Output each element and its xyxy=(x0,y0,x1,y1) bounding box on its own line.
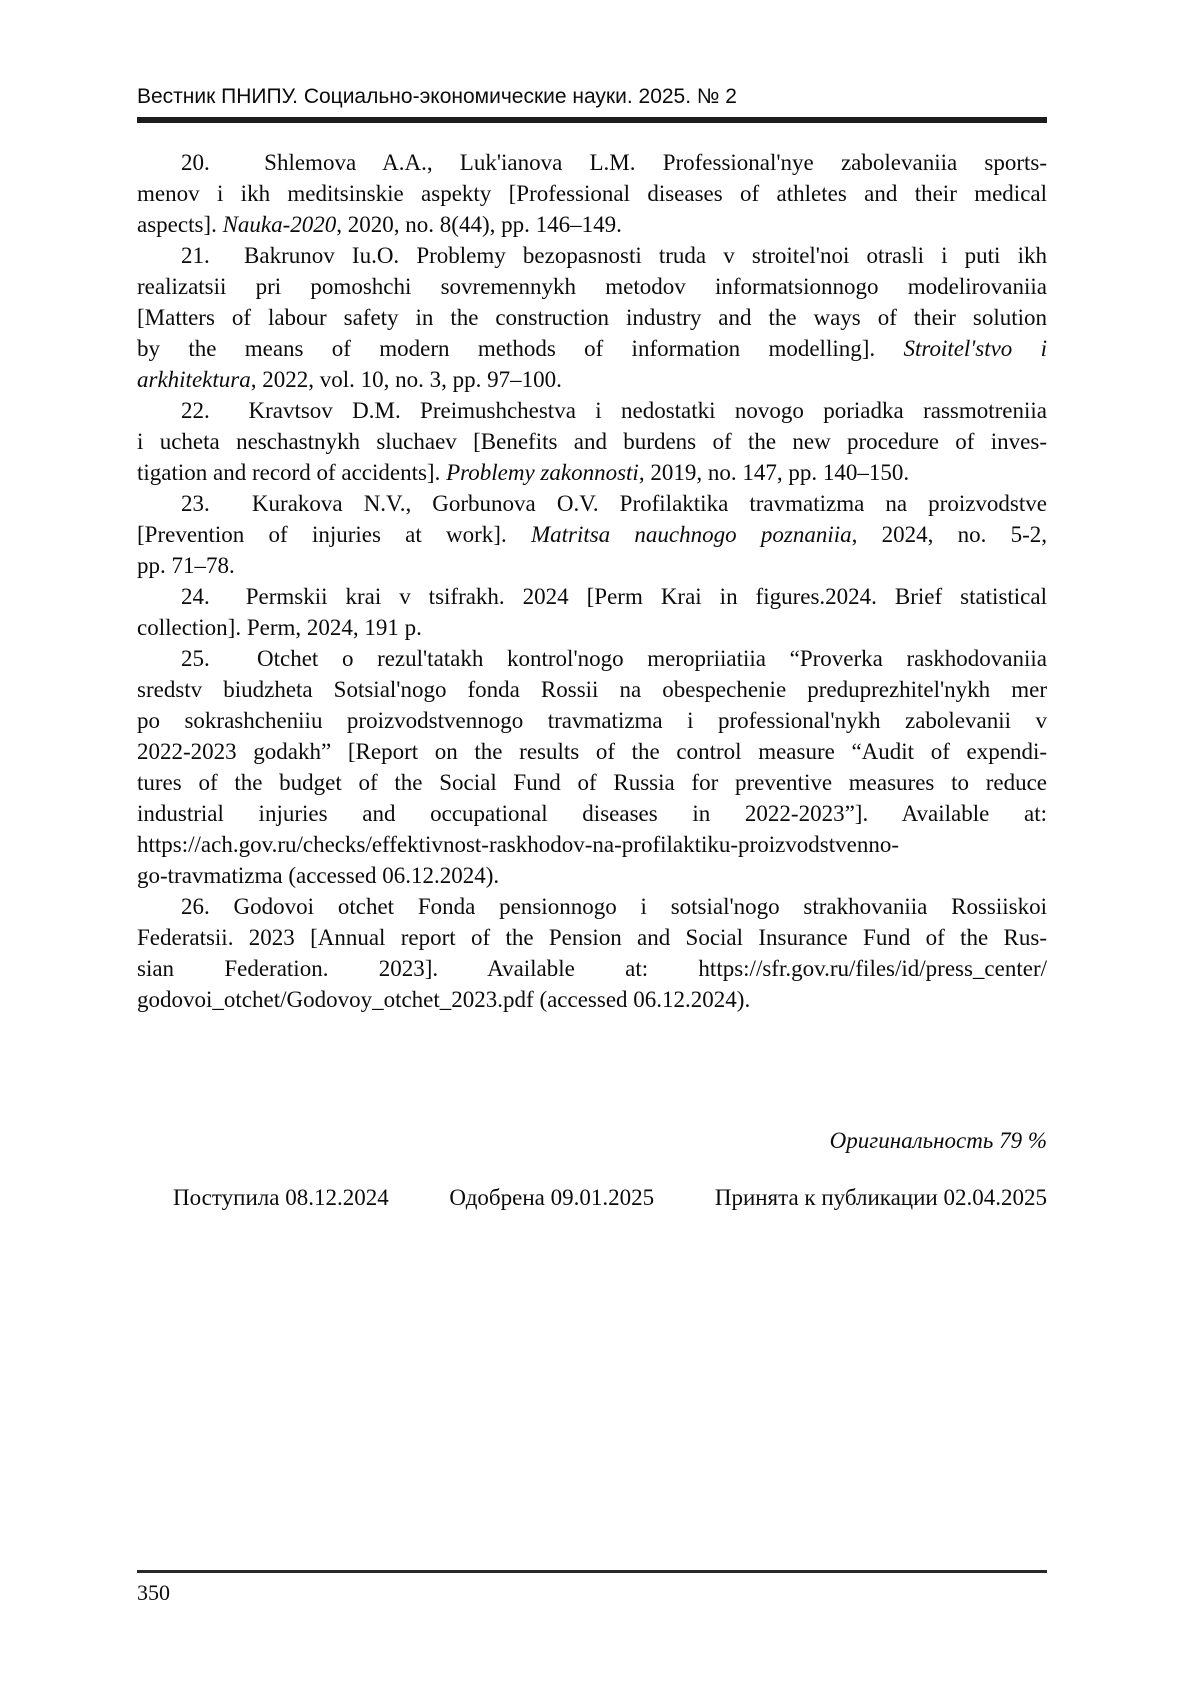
reference-line xyxy=(137,488,1047,519)
reference-title-italic: Nauka-2020 xyxy=(222,212,337,237)
reference-line xyxy=(137,984,1047,1015)
reference-title-italic: Matritsa nauchnogo poznaniia xyxy=(530,522,852,547)
reference-text: , 2024, no. 5-2, xyxy=(851,522,1047,547)
reference-line xyxy=(137,767,1047,798)
reference-text: , 2019, no. 147, pp. 140–150. xyxy=(638,460,910,485)
page-number: 350 xyxy=(137,1580,170,1605)
reference-line xyxy=(137,395,1047,426)
reference-text: aspects]. xyxy=(137,212,223,237)
reference-text: 23. Kurakova N.V., Gorbunova O.V. Profilaktika travmatizma na proizvodstve xyxy=(181,491,1047,516)
reference-item xyxy=(137,643,1047,891)
reference-text: 2022-2023 godakh” [Report on the results of the control measure “Audit of expendi- xyxy=(137,739,1047,764)
reference-text: collection]. Perm, 2024, 191 p. xyxy=(137,615,422,640)
date-received: Поступила 08.12.2024 xyxy=(173,1185,389,1210)
reference-line xyxy=(137,426,1047,457)
reference-text: [Prevention of injuries at work]. xyxy=(137,522,531,547)
reference-title-italic: arkhitektura xyxy=(137,367,251,392)
reference-text: tures of the budget of the Social Fund of Russia for preventive measures to reduce xyxy=(137,770,1047,795)
reference-line xyxy=(137,519,1047,550)
reference-item xyxy=(137,581,1047,643)
header-rule xyxy=(137,117,1047,123)
reference-text: https://ach.gov.ru/checks/effektivnost-raskhodov-na-profilaktiku-proizvodstvenno- xyxy=(137,832,899,857)
reference-line xyxy=(137,829,1047,860)
submission-dates xyxy=(137,1182,1047,1213)
reference-line xyxy=(137,457,1047,488)
reference-text: pp. 71–78. xyxy=(137,553,235,578)
reference-text: industrial injuries and occupational diseases in 2022-2023”]. Available at: xyxy=(137,801,1047,826)
reference-text: 24. Permskii krai v tsifrakh. 2024 [Perm Krai in figures.2024. Brief statistical xyxy=(181,584,1047,609)
reference-title-italic: Stroitel'stvo i xyxy=(903,336,1047,361)
reference-line xyxy=(137,550,1047,581)
reference-item xyxy=(137,147,1047,240)
reference-text: [Matters of labour safety in the construction industry and the ways of their solution xyxy=(137,305,1047,330)
reference-line xyxy=(137,953,1047,984)
originality-note: Оригинальность 79 % xyxy=(829,1128,1047,1153)
reference-text: realizatsii pri pomoshchi sovremennykh metodov informatsionnogo modelirovaniia xyxy=(137,274,1047,299)
reference-text: 22. Kravtsov D.M. Preimushchestva i nedostatki novogo poriadka rassmotreniia xyxy=(181,398,1047,423)
reference-item xyxy=(137,395,1047,488)
reference-text: 20. Shlemova A.A., Luk'ianova L.M. Professional'nye zabolevaniia sports- xyxy=(181,150,1047,175)
reference-line xyxy=(137,581,1047,612)
reference-line xyxy=(137,147,1047,178)
reference-text: i ucheta neschastnykh sluchaev [Benefits and burdens of the new procedure of inves- xyxy=(137,429,1047,454)
reference-line xyxy=(137,643,1047,674)
reference-line xyxy=(137,333,1047,364)
reference-line xyxy=(137,705,1047,736)
reference-item xyxy=(137,891,1047,1015)
reference-line xyxy=(137,271,1047,302)
references-list xyxy=(137,147,1047,1015)
reference-line xyxy=(137,178,1047,209)
reference-line xyxy=(137,891,1047,922)
reference-item xyxy=(137,240,1047,395)
reference-item xyxy=(137,488,1047,581)
footer-rule xyxy=(137,1570,1047,1573)
reference-title-italic: Problemy zakonnosti xyxy=(446,460,639,485)
reference-text: Federatsii. 2023 [Annual report of the Pension and Social Insurance Fund of the Rus- xyxy=(137,925,1047,950)
reference-line xyxy=(137,674,1047,705)
reference-text: by the means of modern methods of information modelling]. xyxy=(137,336,904,361)
reference-text: 26. Godovoi otchet Fonda pensionnogo i sotsial'nogo strakhovaniia Rossiiskoi xyxy=(181,894,1047,919)
journal-title: Вестник ПНИПУ. Социально-экономические науки. 2025. № 2 xyxy=(137,85,737,108)
page-footer xyxy=(137,1570,1047,1607)
reference-line xyxy=(137,209,1047,240)
reference-line xyxy=(137,798,1047,829)
page-header xyxy=(137,0,1047,123)
reference-text: , 2020, no. 8(44), pp. 146–149. xyxy=(336,212,622,237)
reference-line xyxy=(137,240,1047,271)
reference-text: go-travmatizma (accessed 06.12.2024). xyxy=(137,863,500,888)
reference-text: menov i ikh meditsinskie aspekty [Professional diseases of athletes and their medical xyxy=(137,181,1047,206)
reference-line xyxy=(137,922,1047,953)
date-accepted: Принята к публикации 02.04.2025 xyxy=(714,1185,1047,1210)
reference-text: sian Federation. 2023]. Available at: https://sfr.gov.ru/files/id/press_center/ xyxy=(137,956,1047,981)
reference-text: , 2022, vol. 10, no. 3, pp. 97–100. xyxy=(250,367,562,392)
reference-text: godovoi_otchet/Godovoy_otchet_2023.pdf (accessed 06.12.2024). xyxy=(137,987,751,1012)
reference-line xyxy=(137,302,1047,333)
reference-line xyxy=(137,612,1047,643)
reference-text: sredstv biudzheta Sotsial'nogo fonda Rossii na obespechenie preduprezhitel'nykh mer xyxy=(137,677,1047,702)
reference-text: po sokrashcheniiu proizvodstvennogo travmatizma i professional'nykh zabolevanii v xyxy=(137,708,1047,733)
reference-line xyxy=(137,364,1047,395)
reference-text: tigation and record of accidents]. xyxy=(137,460,447,485)
reference-line xyxy=(137,736,1047,767)
reference-line xyxy=(137,860,1047,891)
reference-text: 21. Bakrunov Iu.O. Problemy bezopasnosti truda v stroitel'noi otrasli i puti ikh xyxy=(181,243,1047,268)
reference-text: 25. Otchet o rezul'tatakh kontrol'nogo meropriiatiia “Proverka raskhodovaniia xyxy=(181,646,1047,671)
date-approved: Одобрена 09.01.2025 xyxy=(449,1185,655,1210)
